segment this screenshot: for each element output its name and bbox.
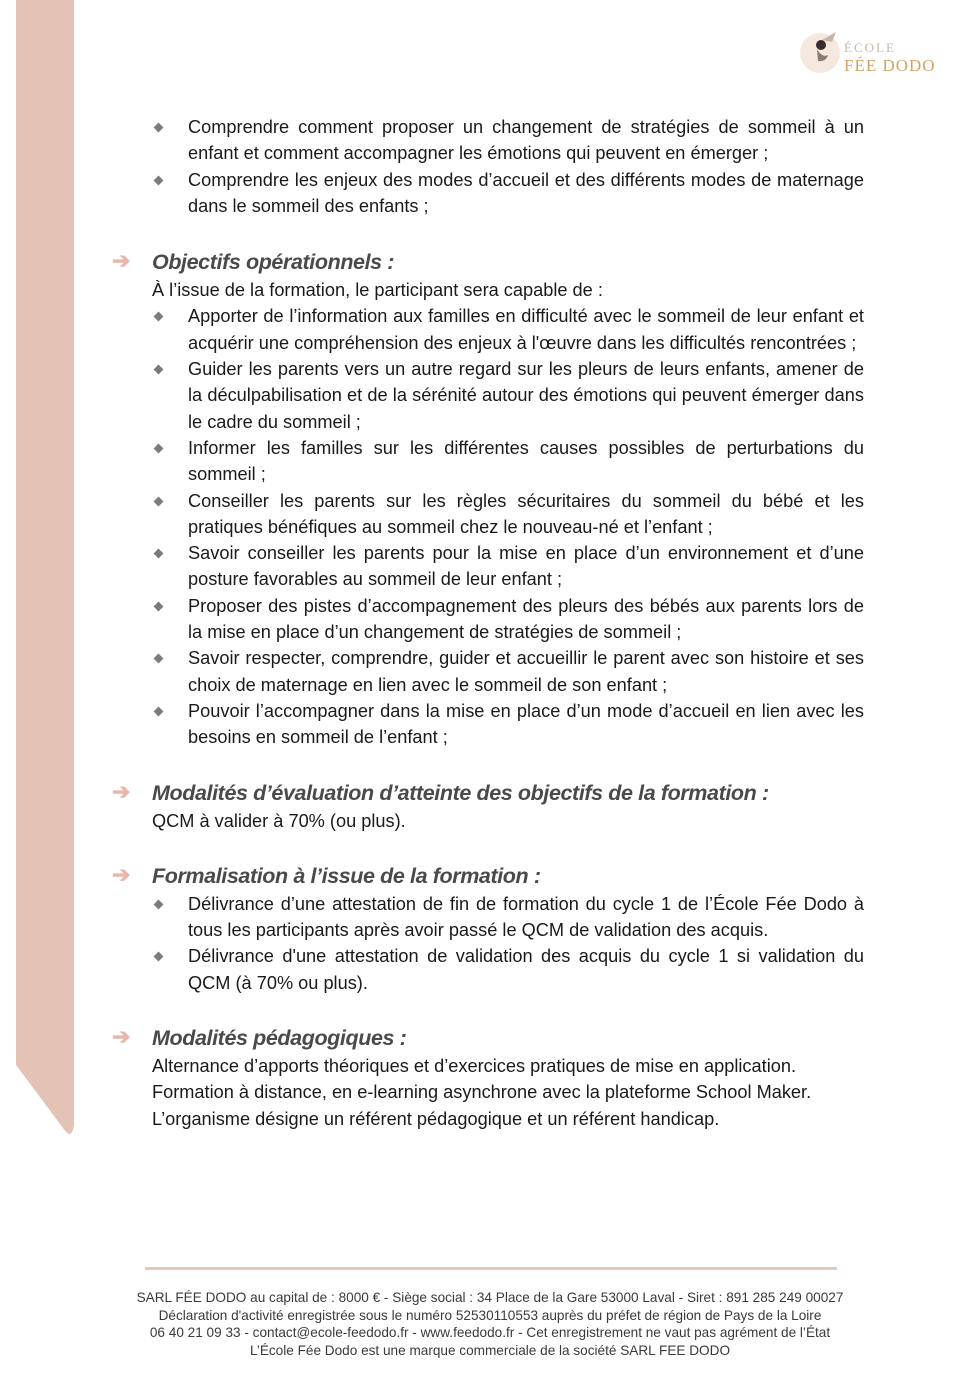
diamond-bullet-icon (154, 952, 164, 962)
list-item: Comprendre les enjeux des modes d’accueil et des différents modes de maternage dans le sommeil des enfants ; (188, 167, 864, 220)
section-heading: ➔ Objectifs opérationnels : (112, 248, 395, 275)
diamond-bullet-icon (154, 549, 164, 559)
list-item: Proposer des pistes d’accompagnement des pleurs des bébés aux parents lors de la mise en place d’un changement de stratégies de sommeil ; (188, 593, 864, 646)
logo-text-fee-dodo: FÉE DODO (844, 56, 936, 75)
list-item: Délivrance d'une attestation de validation des acquis du cycle 1 si validation du QCM (à 70% ou plus). (188, 943, 864, 996)
footer-declaration-line: Déclaration d'activité enregistrée sous le numéro 52530110553 auprès du préfet de région de Pays de la Loire (158, 1307, 822, 1323)
list-item: Apporter de l’information aux familles en difficulté avec le sommeil de leur enfant et acquérir une compréhension des enjeux à l'œuvre dans les difficultés rencontrées ; (188, 303, 864, 356)
school-logo (798, 26, 938, 82)
list-item: Guider les parents vers un autre regard sur les pleurs de leurs enfants, amener de la déculpabilisation et de la sérénité autour des émotions qui peuvent émerger dans le cadre du sommeil ; (188, 356, 864, 435)
footer-company-line: SARL FÉE DODO au capital de : 8000 € - Siège social : 34 Place de la Gare 53000 Laval - Siret : 891 285 249 00027 (136, 1290, 844, 1305)
section-heading: ➔ Modalités pédagogiques : (112, 1024, 407, 1051)
list-item: Pouvoir l’accompagner dans la mise en place d’un mode d’accueil en lien avec les besoins en sommeil de l’enfant ; (188, 698, 864, 751)
diamond-bullet-icon (154, 312, 164, 322)
list-item: Savoir conseiller les parents pour la mise en place d’un environnement et d’une posture favorables au sommeil de leur enfant ; (188, 540, 864, 593)
formalisation-bullet-list (112, 891, 864, 996)
intro-bullet-list (112, 114, 864, 219)
diamond-bullet-icon (154, 444, 164, 454)
arrow-right-icon: ➔ (112, 248, 131, 274)
pedagogy-line: Formation à distance, en e-learning asynchrone avec la plateforme School Maker. (152, 1082, 812, 1103)
diamond-bullet-icon (154, 175, 164, 185)
decorative-side-ribbon (0, 0, 80, 1140)
footer-brand-line: L’École Fée Dodo est une marque commerciale de la société SARL FEE DODO (249, 1342, 731, 1358)
section-evaluation (112, 778, 864, 834)
diamond-bullet-icon (154, 899, 164, 909)
pedagogy-line: Alternance d’apports théoriques et d’exercices pratiques de mise en application. (152, 1056, 797, 1077)
logo-text-ecole: ÉCOLE (844, 40, 896, 55)
operational-bullet-list (112, 303, 864, 750)
footer-divider (145, 1267, 837, 1270)
section-heading: ➔ Formalisation à l’issue de la formation : (112, 861, 541, 888)
moon-fairy-icon (798, 28, 842, 78)
section-formalisation (112, 861, 864, 996)
diamond-bullet-icon (154, 601, 164, 611)
section-text: QCM à valider à 70% (ou plus). (152, 810, 406, 831)
arrow-right-icon: ➔ (112, 778, 131, 804)
main-content (112, 114, 864, 1132)
diamond-bullet-icon (154, 123, 164, 133)
section-operational (112, 247, 864, 750)
diamond-bullet-icon (154, 654, 164, 664)
diamond-bullet-icon (154, 365, 164, 375)
pedagogy-line: L’organisme désigne un référent pédagogique et un référent handicap. (152, 1108, 720, 1129)
list-item: Délivrance d’une attestation de fin de formation du cycle 1 de l’École Fée Dodo à tous les participants après avoir passé le QCM de validation des acquis. (188, 891, 864, 944)
list-item: Conseiller les parents sur les règles sécuritaires du sommeil du bébé et les pratiques bénéfiques au sommeil chez le nouveau-né et l’enfant ; (188, 488, 864, 541)
diamond-bullet-icon (154, 496, 164, 506)
arrow-right-icon: ➔ (112, 861, 131, 887)
section-pedagogy (112, 1023, 864, 1132)
list-item: Informer les familles sur les différentes causes possibles de perturbations du sommeil ; (188, 435, 864, 488)
section-heading: ➔ Modalités d’évaluation d’atteinte des objectifs de la formation : (112, 778, 769, 805)
list-item: Comprendre comment proposer un changement de stratégies de sommeil à un enfant et comment accompagner les émotions qui peuvent en émerger ; (188, 114, 864, 167)
page-footer (60, 1289, 920, 1359)
list-item: Savoir respecter, comprendre, guider et accueillir le parent avec son histoire et ses choix de maternage en lien avec le sommeil de son enfant ; (188, 645, 864, 698)
footer-contact-line: 06 40 21 09 33 - contact@ecole-feedodo.fr - www.feedodo.fr - Cet enregistrement ne vaut pas agrément de l’État (149, 1325, 831, 1340)
arrow-right-icon: ➔ (112, 1024, 131, 1050)
diamond-bullet-icon (154, 706, 164, 716)
section-intro: À l’issue de la formation, le participant sera capable de : (152, 280, 603, 301)
